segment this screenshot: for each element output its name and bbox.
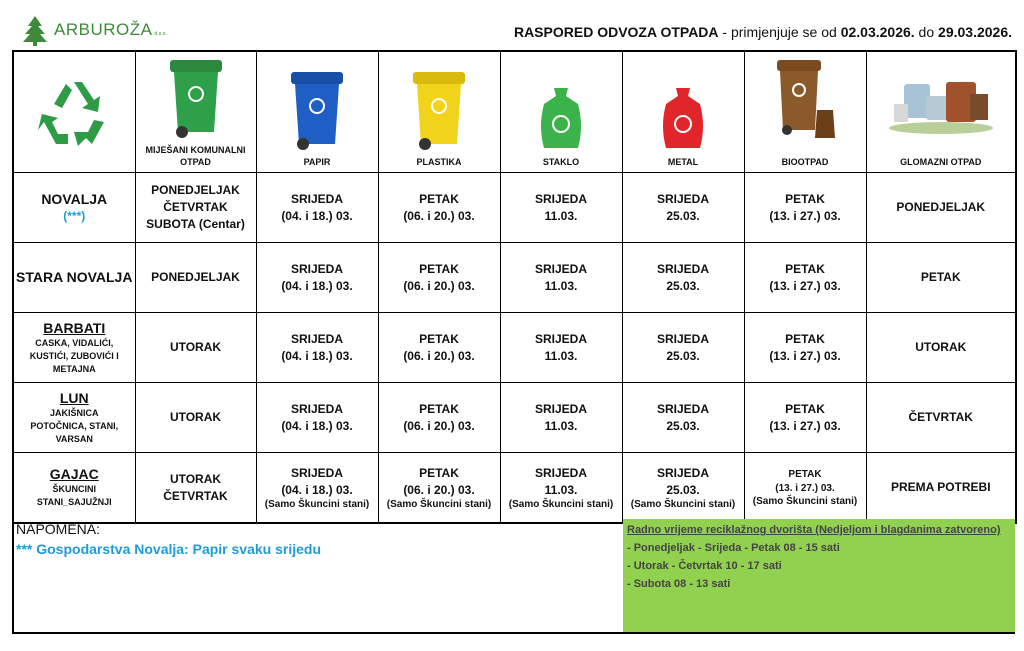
cell-value: UTORAK — [169, 340, 222, 354]
cell-value: PETAK (13. i 27.) 03. — [769, 191, 841, 223]
brown-bin-icon — [773, 58, 837, 140]
date-to: 29.03.2026. — [938, 24, 1012, 40]
hours-title: Radno vrijeme reciklažnog dvorišta (Nedjeljom i blagdanima zatvoreno) — [627, 524, 1001, 536]
napomena-label: NAPOMENA: — [16, 521, 101, 537]
cell-paper — [256, 243, 378, 313]
cell-value: PETAK — [920, 270, 961, 284]
col-label-metal: METAL — [667, 157, 699, 167]
location-name: NOVALJA — [41, 190, 108, 207]
cell-mixed — [135, 173, 256, 243]
cell-bulky — [866, 313, 1016, 383]
cell-value: UTORAK — [169, 410, 222, 424]
header-cell-paper — [256, 51, 378, 173]
header-cell-metal — [622, 51, 744, 173]
cell-value: SRIJEDA 11.03. — [534, 331, 587, 363]
cell-bulky — [866, 243, 1016, 313]
cell-value: UTORAK — [915, 340, 967, 354]
cell-metal — [622, 173, 744, 243]
cell-metal — [622, 243, 744, 313]
cell-value: SRIJEDA 11.03. — [534, 465, 587, 497]
header-cell-glass — [500, 51, 622, 173]
location-name: GAJAC — [49, 466, 99, 482]
cell-value: PETAK (13. i 27.) 03. — [769, 401, 841, 433]
cell-value: SRIJEDA 25.03. — [656, 331, 709, 363]
cell-glass — [500, 313, 622, 383]
cell-mixed — [135, 383, 256, 453]
col-label-mixed: MIJEŠANI KOMUNALNI OTPAD — [145, 145, 246, 167]
cell-value: PETAK (06. i 20.) 03. — [403, 401, 475, 433]
red-bag-icon — [658, 86, 708, 152]
date-mid: do — [914, 24, 939, 40]
cell-bio — [744, 243, 866, 313]
cell-note: (Samo Škuncini stani) — [386, 498, 492, 510]
cell-plastic — [378, 243, 500, 313]
cell-value: PONEDJELJAK ČETVRTAK SUBOTA (Centar) — [146, 183, 245, 231]
header-cell-recycle — [13, 51, 135, 173]
cell-value: SRIJEDA (04. i 18.) 03. — [281, 191, 353, 223]
recycle-symbol-icon — [34, 78, 114, 148]
cell-value: SRIJEDA 25.03. — [656, 261, 709, 293]
cell-value: SRIJEDA 25.03. — [656, 401, 709, 433]
header-cell-mixed — [135, 51, 256, 173]
green-bag-icon — [536, 86, 586, 152]
blue-bin-icon — [287, 70, 347, 152]
page-title — [514, 24, 1012, 40]
cell-bio — [744, 453, 866, 524]
table-row — [13, 173, 1016, 243]
location-name: STARA NOVALJA — [16, 269, 133, 285]
cell-value: SRIJEDA (04. i 18.) 03. — [281, 261, 353, 293]
cell-bulky — [866, 383, 1016, 453]
cell-value: PETAK (06. i 20.) 03. — [403, 465, 475, 497]
hours-line: - Ponedjeljak - Srijeda - Petak 08 - 15 sati — [627, 542, 840, 554]
cell-paper — [256, 383, 378, 453]
cell-value: PETAK (13. i 27.) 03. — [769, 261, 841, 293]
cell-note: (Samo Škuncini stani) — [508, 498, 614, 510]
cell-bulky — [866, 173, 1016, 243]
cell-plastic — [378, 453, 500, 524]
cell-value: PREMA POTREBI — [890, 480, 991, 494]
cell-bio — [744, 383, 866, 453]
cell-value: PETAK (06. i 20.) 03. — [403, 331, 475, 363]
location-note: (***) — [63, 208, 86, 223]
cell-glass — [500, 173, 622, 243]
location-cell — [13, 453, 135, 524]
cell-value: SRIJEDA (04. i 18.) 03. — [281, 465, 353, 497]
header-cell-bulky — [866, 51, 1016, 173]
location-name: LUN — [59, 389, 89, 406]
cell-bio — [744, 313, 866, 383]
col-label-bio: BIOOTPAD — [781, 157, 829, 167]
cell-bio — [744, 173, 866, 243]
location-cell — [13, 383, 135, 453]
location-sub: JAKIŠNICA POTOČNICA, STANI, VARSAN — [30, 407, 119, 444]
location-cell — [13, 243, 135, 313]
cell-value: ČETVRTAK — [908, 410, 973, 424]
hours-line: - Utorak - Četvrtak 10 - 17 sati — [627, 560, 782, 572]
cell-mixed — [135, 313, 256, 383]
brand-suffix: d.o.o. — [154, 31, 167, 37]
cell-glass — [500, 383, 622, 453]
hours-line: - Subota 08 - 13 sati — [627, 578, 731, 590]
title-rest: - primjenjuje se od — [718, 24, 841, 40]
cell-metal — [622, 453, 744, 524]
location-sub: CASKA, VIDALIĆI, KUSTIĆI, ZUBOVIĆI I METAJNA — [29, 337, 119, 374]
cell-value: PONEDJELJAK — [896, 200, 986, 214]
cell-note: (Samo Škuncini stani) — [264, 498, 370, 510]
table-row — [13, 313, 1016, 383]
title-main: RASPORED ODVOZA OTPADA — [513, 24, 719, 40]
cell-value: PETAK (06. i 20.) 03. — [403, 191, 475, 223]
cell-value: SRIJEDA 25.03. — [656, 465, 709, 497]
company-logo — [20, 12, 167, 48]
cell-plastic — [378, 383, 500, 453]
yellow-bin-icon — [409, 70, 469, 152]
cell-value: PETAK (06. i 20.) 03. — [403, 261, 475, 293]
cell-mixed — [135, 453, 256, 524]
cell-glass — [500, 243, 622, 313]
header-cell-bio — [744, 51, 866, 173]
cell-value: SRIJEDA 11.03. — [534, 191, 587, 223]
header-cell-plastic — [378, 51, 500, 173]
cell-value: UTORAK ČETVRTAK — [163, 471, 228, 503]
table-row — [13, 243, 1016, 313]
date-from: 02.03.2026. — [840, 24, 915, 40]
notes-section — [16, 521, 321, 557]
cell-value: SRIJEDA 25.03. — [656, 191, 709, 223]
cell-value: PETAK (13. i 27.) 03. — [769, 331, 841, 363]
cell-mixed — [135, 243, 256, 313]
cell-note: (Samo Škuncini stani) — [630, 498, 736, 510]
cell-value: SRIJEDA (04. i 18.) 03. — [281, 401, 353, 433]
cell-value: PETAK (13. i 27.) 03. — [775, 468, 835, 494]
location-cell — [13, 173, 135, 243]
cell-paper — [256, 313, 378, 383]
col-label-bulky: GLOMAZNI OTPAD — [900, 157, 982, 167]
bulky-waste-pile-icon — [886, 74, 996, 134]
gospodarstva-note: *** Gospodarstva Novalja: Papir svaku srijedu — [16, 541, 322, 557]
cell-value: SRIJEDA (04. i 18.) 03. — [281, 331, 353, 363]
cell-metal — [622, 313, 744, 383]
schedule-table — [12, 50, 1017, 524]
cell-plastic — [378, 313, 500, 383]
recycling-yard-hours — [623, 519, 1015, 632]
cell-bulky — [866, 453, 1016, 524]
cell-paper — [256, 173, 378, 243]
cell-metal — [622, 383, 744, 453]
col-label-plastic: PLASTIKA — [416, 157, 462, 167]
location-cell — [13, 313, 135, 383]
cell-glass — [500, 453, 622, 524]
cell-paper — [256, 453, 378, 524]
location-sub: ŠKUNCINI STANI_SAJUŽNJI — [36, 484, 112, 507]
cell-plastic — [378, 173, 500, 243]
green-bin-icon — [166, 58, 226, 140]
location-name: BARBATI — [43, 319, 106, 336]
cell-value: SRIJEDA 11.03. — [534, 401, 587, 433]
cell-note: (Samo Škuncini stani) — [752, 495, 858, 507]
col-label-glass: STAKLO — [542, 157, 580, 167]
brand-name: ARBUROŽA — [54, 20, 153, 39]
footer-notes — [12, 519, 1015, 634]
header-row — [13, 51, 1016, 173]
table-row — [13, 453, 1016, 524]
cell-value: PONEDJELJAK — [151, 270, 240, 284]
table-row — [13, 383, 1016, 453]
cell-value: SRIJEDA 11.03. — [534, 261, 587, 293]
tree-logo-icon — [20, 14, 50, 46]
col-label-paper: PAPIR — [303, 157, 331, 167]
